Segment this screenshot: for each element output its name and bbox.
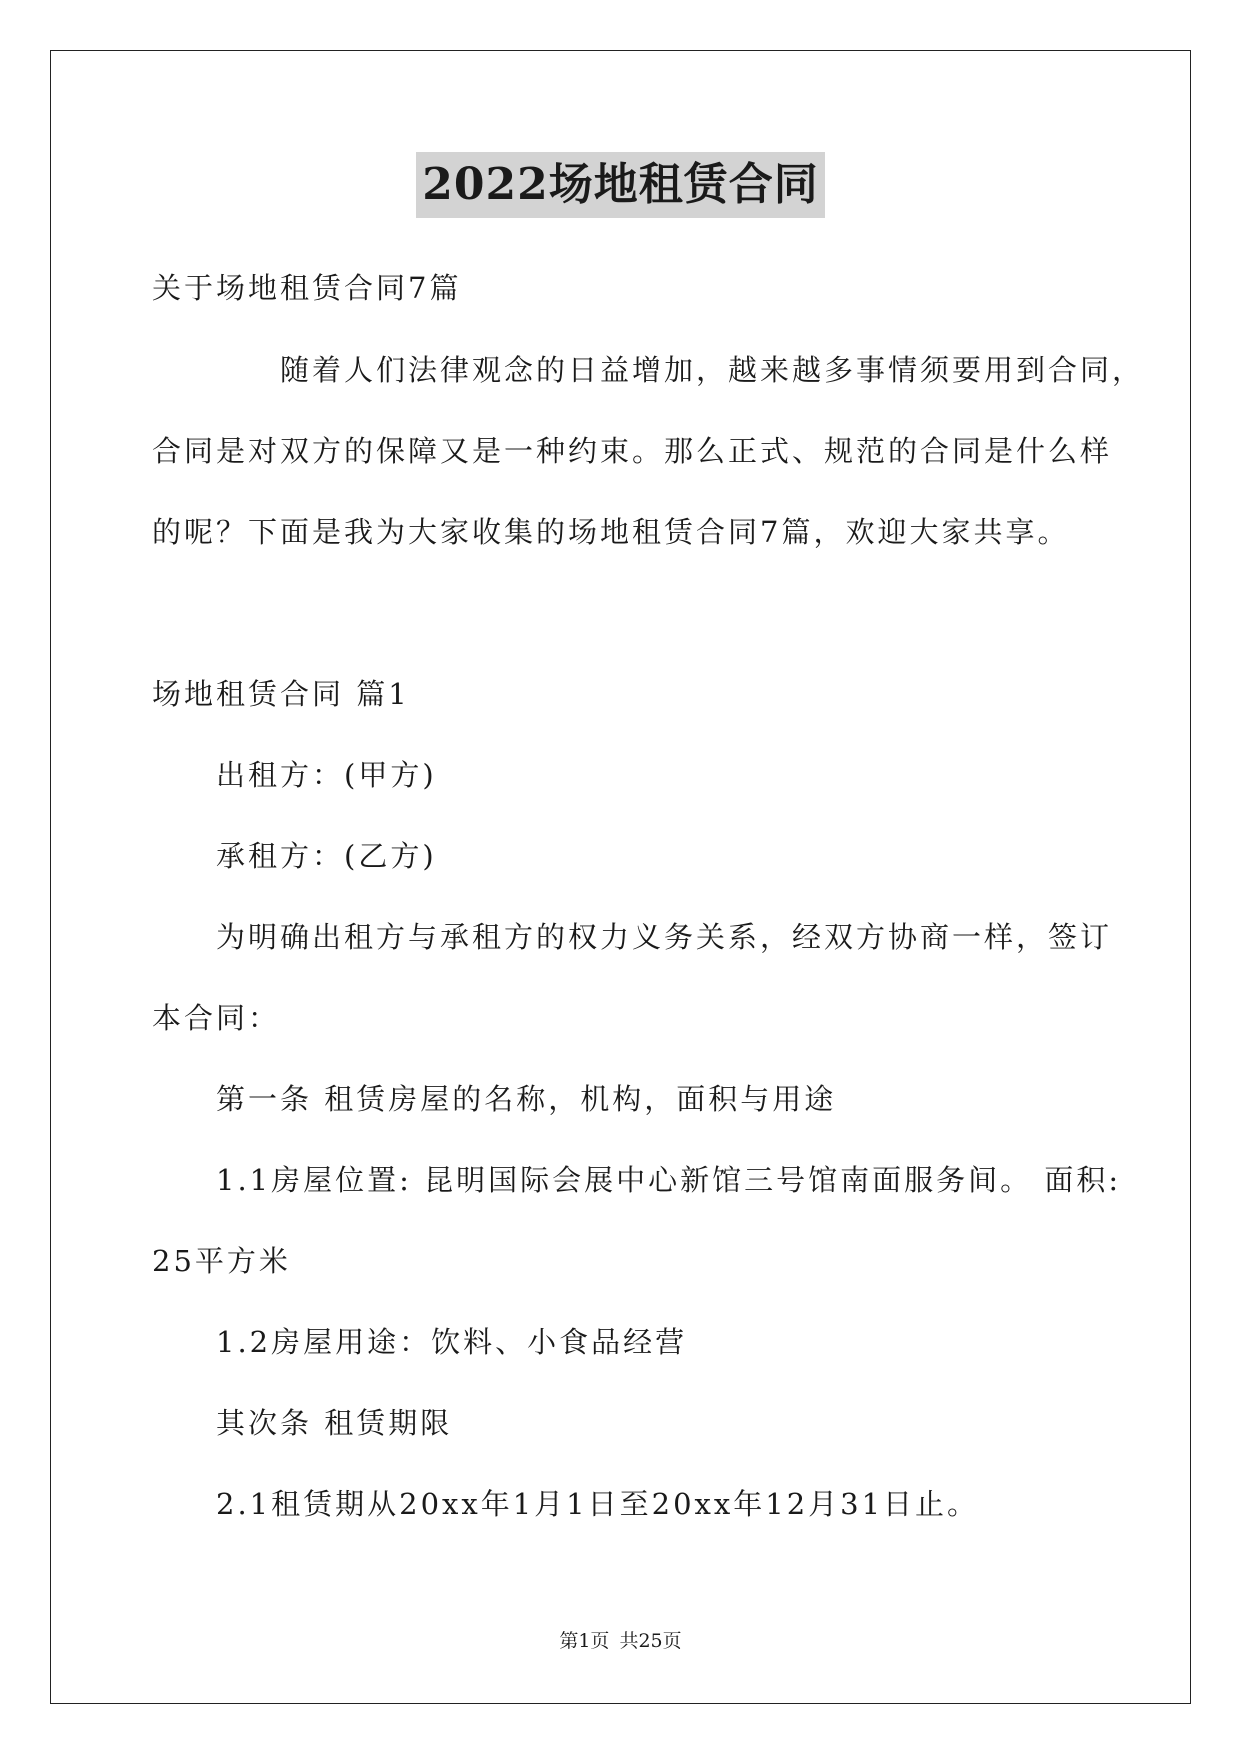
article-2-heading: 其次条 租赁期限: [216, 1406, 453, 1440]
intro-paragraph-line-2: 合同是对双方的保障又是一种约束。那么正式、规范的合同是什么样: [152, 434, 1113, 468]
clause-2-1: 2.1租赁期从20xx年1月1日至20xx年12月31日止。: [216, 1487, 980, 1521]
lessor-line: 出租方：(甲方): [216, 758, 437, 792]
article-1-heading: 第一条 租赁房屋的名称，机构，面积与用途: [216, 1082, 837, 1116]
contract-section-heading: 场地租赁合同 篇1: [152, 677, 410, 711]
page-total: 共25页: [619, 1630, 682, 1652]
intro-paragraph-line-1: 随着人们法律观念的日益增加，越来越多事情须要用到合同，: [280, 353, 1145, 387]
purpose-line-2: 本合同：: [152, 1001, 281, 1035]
intro-paragraph-line-3: 的呢？下面是我为大家收集的场地租赁合同7篇，欢迎大家共享。: [152, 515, 1070, 549]
document-title-container: [0, 152, 1241, 218]
document-title: 2022场地租赁合同: [416, 152, 824, 218]
clause-1-1-line-2: 25平方米: [152, 1244, 291, 1278]
intro-heading: 关于场地租赁合同7篇: [152, 271, 462, 305]
clause-1-1-line-1: 1.1房屋位置: 昆明国际会展中心新馆三号馆南面服务间。 面积:: [216, 1163, 1122, 1197]
purpose-line-1: 为明确出租方与承租方的权力义务关系，经双方协商一样，签订: [216, 920, 1113, 954]
lessee-line: 承租方：(乙方): [216, 839, 437, 873]
page-number: 第1页: [559, 1630, 610, 1652]
page-footer: [0, 1626, 1241, 1653]
clause-1-2: 1.2房屋用途：饮料、小食品经营: [216, 1325, 688, 1359]
